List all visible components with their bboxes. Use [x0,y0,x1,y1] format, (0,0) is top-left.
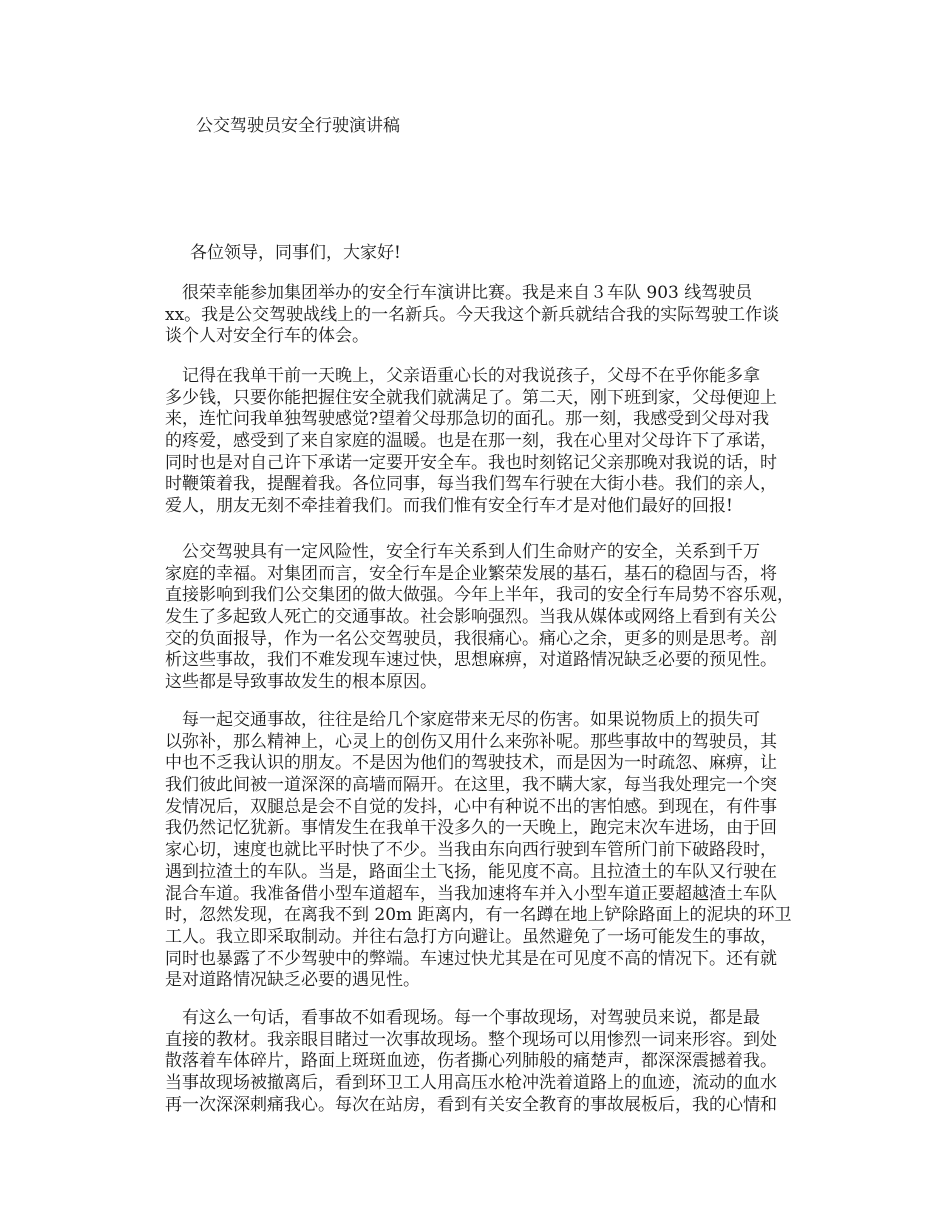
text-line: 记得在我单干前一天晚上，父亲语重心长的对我说孩子，父母不在乎你能多拿 [182,366,760,386]
text-line: 以弥补，那么精神上，心灵上的创伤又用什么来弥补呢。那些事故中的驾驶员，其 [165,731,777,752]
text-line: 遇到拉渣土的车队。当是，路面尘土飞扬，能见度不高。且拉渣土的车队又行驶在 [165,861,777,882]
text-line: 直接影响到我们公交集团的做大做强。今年上半年，我司的安全行车局势不容乐观， [165,585,794,606]
text-line: 再一次深深刺痛我心。每次在站房，看到有关安全教育的事故展板后，我的心情和 [165,1094,777,1115]
text-line: 同时也是对自己许下承诺一定要开安全车。我也时刻铭记父亲那晚对我说的话，时 [165,452,777,473]
paragraph-accident-scene [165,1008,813,1116]
text-line: 散落着车体碎片，路面上斑斑血迹，伤者撕心列肺般的痛楚声，都深深震撼着我。 [165,1051,777,1072]
text-line: 工人。我立即采取制动。并往右急打方向避让。虽然避免了一场可能发生的事故， [165,926,777,947]
text-line: 家庭的幸福。对集团而言，安全行车是企业繁荣发展的基石，基石的稳固与否，将 [165,563,777,584]
text-line: 的疼爱，感受到了来自家庭的温暖。也是在那一刻，我在心里对父母许下了承诺， [165,431,777,452]
text-line: 直接的教材。我亲眼目睹过一次事故现场。整个现场可以用惨烈一词来形容。到处 [165,1029,777,1050]
text-line: 发情况后，双腿总是会不自觉的发抖，心中有种说不出的害怕感。到现在，有件事 [165,796,777,817]
text-line: 我仍然记忆犹新。事情发生在我单干没多久的一天晚上，跑完末次车进场，由于回 [165,818,777,839]
paragraph-intro [165,283,813,348]
text-line: 发生了多起致人死亡的交通事故。社会影响强烈。当我从媒体或网络上看到有关公 [165,607,777,628]
text-line: 交的负面报导，作为一名公交驾驶员，我很痛心。痛心之余，更多的则是思考。剖 [165,628,777,649]
text-line: xx。我是公交驾驶战线上的一名新兵。今天我这个新兵就结合我的实际驾驶工作谈 [165,304,780,325]
paragraph-father-memory [165,366,813,518]
text-line: 中也不乏我认识的朋友。不是因为他们的驾驶技术，而是因为一时疏忽、麻痹，让 [165,753,777,774]
paragraph-accident-story [165,710,813,992]
text-line: 混合车道。我准备借小型车道超车，当我加速将车并入小型车道正要超越渣土车队 [165,883,777,904]
text-line: 这些都是导致事故发生的根本原因。 [165,672,437,693]
text-line: 我们彼此间被一道深深的高墙而隔开。在这里，我不瞒大家，每当我处理完一个突 [165,775,777,796]
text-line: 家心切，速度也就比平时快了不少。当我由东向西行驶到车管所门前下破路段时， [165,840,777,861]
text-line: 是对道路情况缺乏必要的遇见性。 [165,970,420,991]
text-line: 时鞭策着我，提醒着我。各位同事，每当我们驾车行驶在大街小巷。我们的亲人， [165,474,777,495]
text-line: 多少钱，只要你能把握住安全就我们就满足了。第二天，刚下班到家，父母便迎上 [165,387,777,408]
text-line: 公交驾驶具有一定风险性，安全行车关系到人们生命财产的安全，关系到千万 [182,542,760,562]
text-line: 同时也暴露了不少驾驶中的弊端。车速过快尤其是在可见度不高的情况下。还有就 [165,948,777,969]
text-line: 来，连忙问我单独驾驶感觉?望着父母那急切的面孔。那一刻，我感受到父母对我 [165,409,770,430]
text-line: 爱人，朋友无刻不牵挂着我们。而我们惟有安全行车才是对他们最好的回报! [165,496,733,517]
text-line: 时，忽然发现，在离我不到 20m 距离内，有一名蹲在地上铲除路面上的泥块的环卫 [165,905,792,926]
text-line: 每一起交通事故，往往是给几个家庭带来无尽的伤害。如果说物质上的损失可 [182,710,760,730]
text-line: 很荣幸能参加集团举办的安全行车演讲比赛。我是来自３车队 903 线驾驶员 [182,283,753,303]
document-title: 公交驾驶员安全行驶演讲稿 [196,116,400,136]
greeting-line: 各位领导，同事们，大家好! [190,243,401,263]
text-line: 谈个人对安全行车的体会。 [165,326,369,347]
text-line: 有这么一句话，看事故不如看现场。每一个事故现场，对驾驶员来说，都是最 [182,1008,760,1028]
text-line: 析这些事故，我们不难发现车速过快，思想麻痹，对道路情况缺乏必要的预见性。 [165,650,777,671]
paragraph-risk [165,542,813,694]
text-line: 当事故现场被撤离后，看到环卫工人用高压水枪冲洗着道路上的血迹，流动的血水 [165,1073,777,1094]
